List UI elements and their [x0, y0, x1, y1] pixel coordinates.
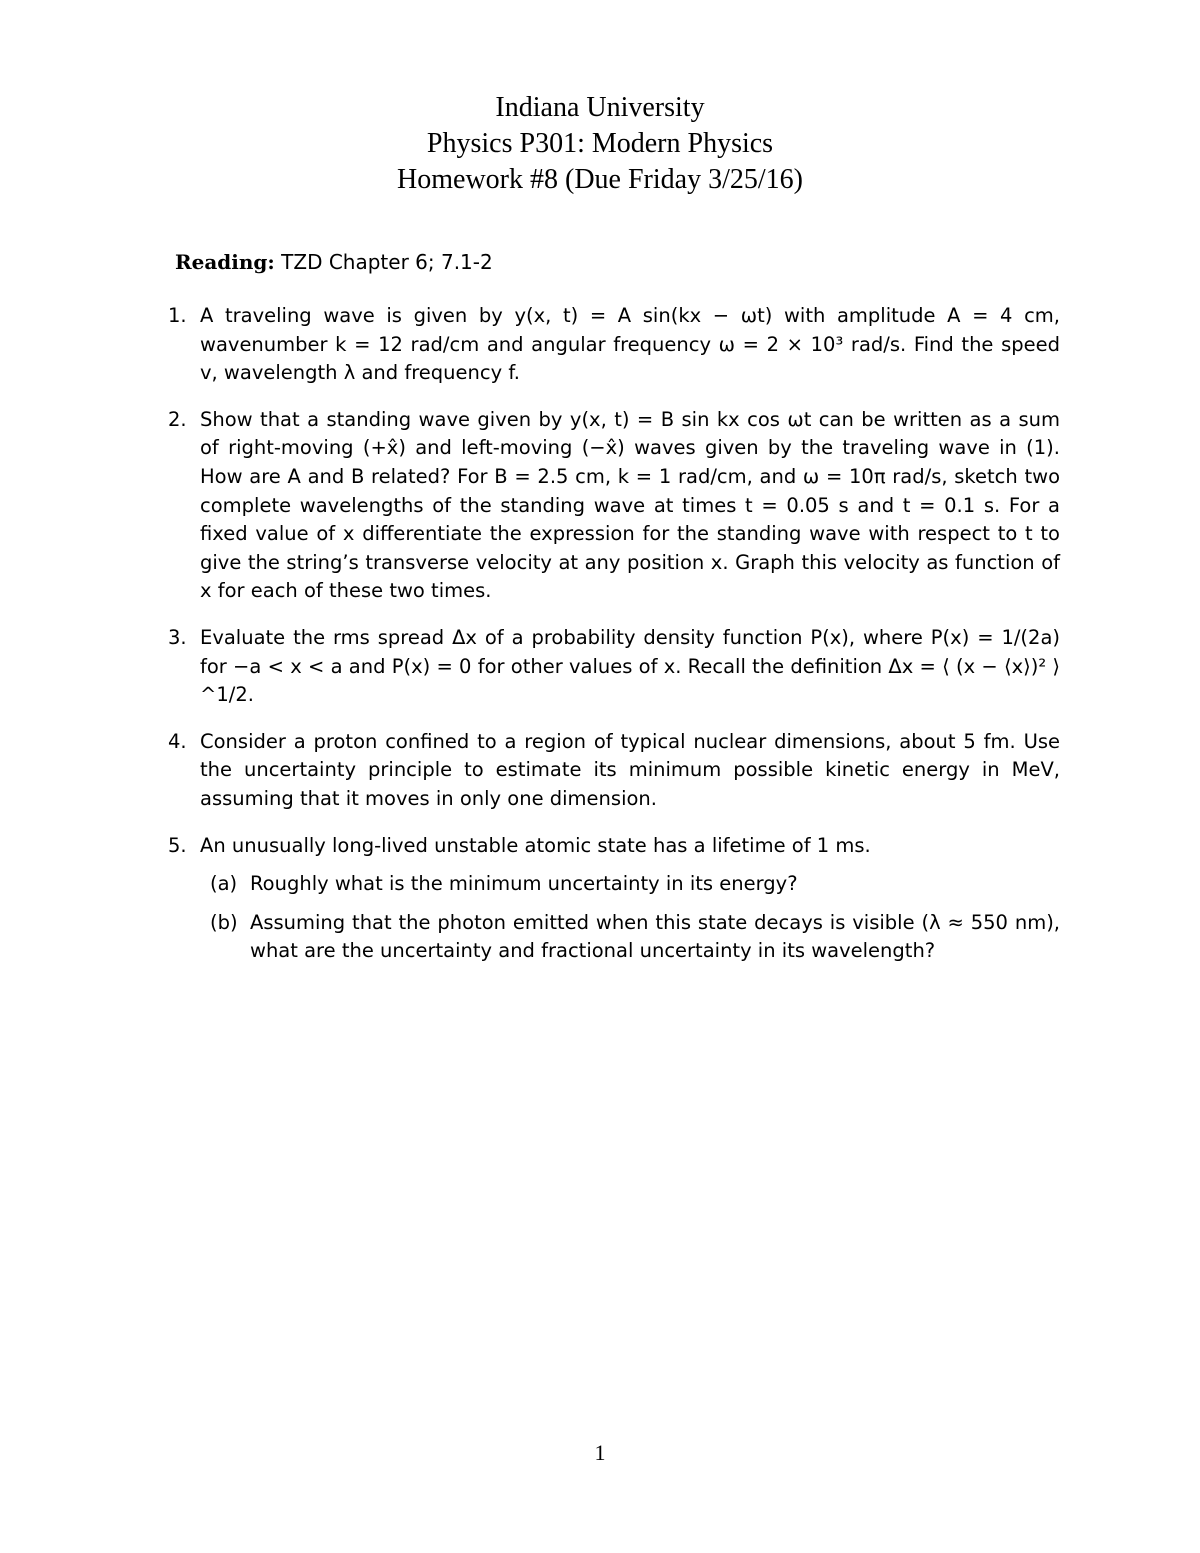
problem-text: A traveling wave is given by y(x, t) = A sin(kx − ωt) with amplitude A = 4 cm, wavenumber k = 12 rad/cm and angular frequency ω = 2 × 10³ rad/s. Find the speed v, wavelength λ and frequency f. — [200, 304, 1060, 385]
reading-text: TZD Chapter 6; 7.1-2 — [281, 250, 493, 274]
part-text: Roughly what is the minimum uncertainty in its energy? — [250, 872, 798, 896]
page-number: 1 — [594, 1440, 606, 1465]
problem-number: 3. — [168, 625, 187, 649]
problem-number: 2. — [168, 407, 187, 431]
part-label: (a) — [210, 872, 238, 896]
problem-text: Consider a proton confined to a region of typical nuclear dimensions, about 5 fm. Use the uncertainty principle to estimate its minimum possible kinetic energy in MeV, assuming that it moves in only one dimension. — [200, 729, 1060, 810]
problem-2 — [168, 406, 1060, 606]
problem-list — [168, 302, 1060, 984]
problem-3 — [168, 624, 1060, 710]
problem-number: 1. — [168, 304, 187, 327]
problem-text: Show that a standing wave given by y(x, t) = B sin kx cos ωt can be written as a sum of right-moving (+x̂) and left-moving (−x̂) waves given by the traveling wave in (1). How are A and B related? For B = 2.5 cm, k = 1 rad/cm, and ω = 10π rad/s, sketch two complete wavelengths of the standing wave at times t = 0.05 s and t = 0.1 s. For a fixed value of x differentiate the expression for the standing wave with respect to t to give the string’s transverse velocity at any position x. Graph this velocity as function of x for each of these two times. — [200, 407, 1060, 603]
reading-label: Reading: — [175, 250, 275, 274]
problem-number: 5. — [168, 833, 187, 857]
problem-5 — [168, 832, 1060, 966]
reading-assignment — [175, 248, 493, 276]
homework-title: Homework #8 (Due Friday 3/25/16) — [397, 164, 803, 195]
document-header — [0, 90, 1200, 198]
problem-5-part-a — [200, 870, 1060, 899]
problem-text: An unusually long-lived unstable atomic state has a lifetime of 1 ms. — [200, 833, 871, 857]
problem-4 — [168, 728, 1060, 814]
problem-text: Evaluate the rms spread Δx of a probability density function P(x), where P(x) = 1/(2a) for −a < x < a and P(x) = 0 for other values of x. Recall the definition Δx = ⟨ (x − ⟨x⟩)² ⟩^1/2. — [200, 625, 1060, 707]
problem-5-part-b — [200, 909, 1060, 966]
problem-1 — [168, 302, 1060, 388]
part-text: Assuming that the photon emitted when this state decays is visible (λ ≈ 550 nm), what are the uncertainty and fractional uncertainty in its wavelength? — [250, 910, 1060, 963]
course-title: Physics P301: Modern Physics — [426, 128, 774, 159]
problem-number: 4. — [168, 729, 187, 753]
university-name: Indiana University — [495, 92, 705, 123]
part-label: (b) — [210, 910, 238, 934]
